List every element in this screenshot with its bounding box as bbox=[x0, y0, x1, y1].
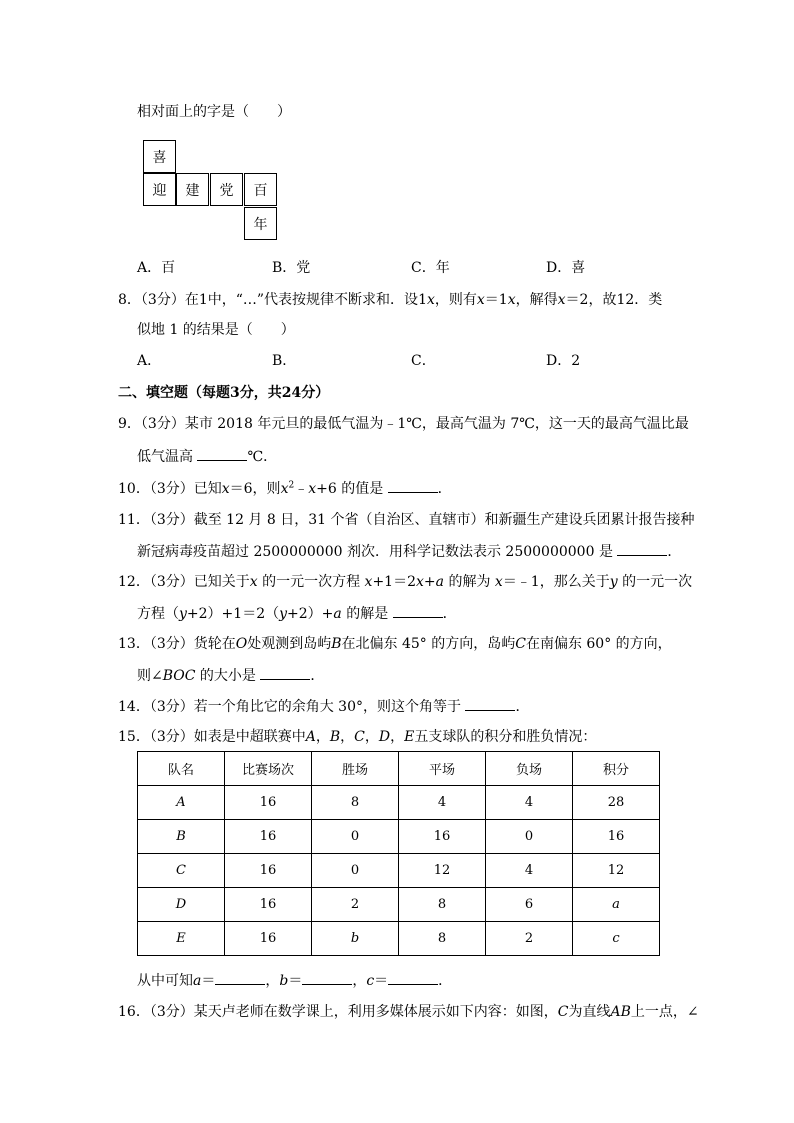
q12-var-y: y bbox=[609, 574, 618, 590]
table-header-cell: 负场 bbox=[486, 752, 573, 786]
table-cell: 4 bbox=[399, 786, 486, 820]
q12-text: 的解为 bbox=[444, 574, 495, 590]
table-cell: 16 bbox=[225, 888, 312, 922]
table-cell: 4 bbox=[486, 854, 573, 888]
q15-blank-b[interactable] bbox=[302, 970, 352, 985]
q8-text: ，解得 bbox=[515, 292, 558, 308]
q10-answer-blank[interactable] bbox=[388, 478, 438, 493]
q7-option-d[interactable]: D．喜 bbox=[546, 260, 586, 276]
net-cell-bottom: 年 bbox=[244, 207, 277, 240]
table-cell: 16 bbox=[225, 922, 312, 956]
q8-option-b[interactable]: B． bbox=[272, 353, 297, 369]
q13-text: ． bbox=[310, 668, 325, 684]
q10-text: ﹣ bbox=[294, 481, 309, 497]
q12-text: 的解是 bbox=[341, 606, 393, 622]
net-cell-row4: 百 bbox=[244, 173, 277, 206]
q8-text: 1中，“…”代表按规律不断求和．设 bbox=[198, 292, 419, 308]
table-header-cell: 平场 bbox=[399, 752, 486, 786]
table-cell: 6 bbox=[486, 888, 573, 922]
table-cell: B bbox=[138, 820, 225, 854]
q7-option-a[interactable]: A．百 bbox=[137, 260, 176, 276]
q15-comma: ， bbox=[352, 973, 367, 989]
q11-line1: 11．（3分）截至 12 月 8 日，31 个省（自治区、直辖市）和新疆生产建设兵团累计报告接种 bbox=[118, 512, 695, 528]
q14-answer-blank[interactable] bbox=[465, 696, 515, 711]
q15-var-b: b bbox=[279, 973, 289, 989]
table-header-cell: 积分 bbox=[573, 752, 660, 786]
table-row bbox=[138, 786, 660, 820]
q15-text: ． bbox=[438, 973, 453, 989]
q9-text: ℃． bbox=[247, 449, 278, 465]
q12-var-a: a bbox=[435, 574, 444, 590]
q8-var-x: x bbox=[557, 292, 566, 308]
q16-text: 16．（3分）某天卢老师在数学课上，利用多媒体展示如下内容：如图， bbox=[118, 1004, 558, 1020]
q14-line bbox=[118, 696, 529, 717]
table-cell: 4 bbox=[486, 786, 573, 820]
table-cell: E bbox=[138, 922, 225, 956]
table-cell: 0 bbox=[486, 820, 573, 854]
net-cell-top: 喜 bbox=[143, 140, 176, 173]
q16-line-ab: AB bbox=[610, 1004, 631, 1020]
table-cell: C bbox=[138, 854, 225, 888]
q11-text: 新冠病毒疫苗超过 2500000000 剂次．用科学记数法表示 2500000000 是 bbox=[137, 544, 618, 560]
q7-stem-tail: 相对面上的字是（ ） bbox=[137, 104, 291, 120]
net-cell-row3: 党 bbox=[210, 173, 243, 206]
q12-text: 的一元一次 bbox=[617, 574, 693, 590]
table-cell: 2 bbox=[486, 922, 573, 956]
q12-text: 方程（ bbox=[137, 606, 179, 622]
q15-team: E bbox=[404, 729, 415, 745]
table-cell: a bbox=[573, 888, 660, 922]
q13-point-b: B bbox=[331, 636, 342, 652]
q12-text: 12．（3分）已知关于 bbox=[118, 574, 250, 590]
q7-option-c[interactable]: C．年 bbox=[411, 260, 450, 276]
q10-text: ． bbox=[437, 481, 452, 497]
q7-option-b[interactable]: B．党 bbox=[272, 260, 311, 276]
q11-text: ． bbox=[667, 544, 682, 560]
q15-score-table bbox=[137, 751, 660, 956]
q13-line1 bbox=[118, 634, 672, 654]
q10-text: 10．（3分）已知 bbox=[118, 481, 222, 497]
q12-var-y: y bbox=[279, 606, 288, 622]
q12-line2 bbox=[137, 603, 457, 624]
q12-text: +1＝2 bbox=[372, 574, 416, 590]
table-cell: 16 bbox=[225, 854, 312, 888]
q15-sep: ， bbox=[340, 729, 355, 745]
q16-text: 上一点，∠ bbox=[630, 1004, 699, 1020]
q16-point-c: C bbox=[557, 1004, 569, 1020]
table-cell: D bbox=[138, 888, 225, 922]
q15-answer-line bbox=[137, 970, 452, 991]
net-cell-row1: 迎 bbox=[143, 173, 176, 206]
q10-var-x: x bbox=[280, 481, 289, 497]
q13-text: 在北偏东 45° 的方向，岛屿 bbox=[341, 636, 516, 652]
q9-line1: 9．（3分）某市 2018 年元旦的最低气温为﹣1℃，最高气温为 7℃，这一天的最高气温比最 bbox=[118, 416, 689, 432]
table-cell: 2 bbox=[312, 888, 399, 922]
q13-text: 则∠ bbox=[137, 668, 163, 684]
q11-answer-blank[interactable] bbox=[617, 541, 667, 556]
q8-line1 bbox=[118, 290, 662, 310]
table-cell: 8 bbox=[399, 922, 486, 956]
q12-var-x: x bbox=[249, 574, 258, 590]
q8-option-d[interactable]: D．2 bbox=[546, 353, 581, 369]
table-cell: A bbox=[138, 786, 225, 820]
q12-text: ． bbox=[442, 606, 457, 622]
q12-var-y: y bbox=[179, 606, 187, 622]
q10-exponent: 2 bbox=[288, 480, 295, 491]
table-cell: 8 bbox=[312, 786, 399, 820]
q14-text: 14．（3分）若一个角比它的余角大 30°，则这个角等于 bbox=[118, 699, 466, 715]
q8-text: 1 bbox=[418, 292, 427, 308]
q15-text: 15．（3分）如表是中超联赛中 bbox=[118, 729, 306, 745]
q15-stem bbox=[118, 727, 596, 747]
q12-line1 bbox=[118, 572, 692, 592]
q12-var-x: x bbox=[416, 574, 424, 590]
q15-sep: ， bbox=[315, 729, 330, 745]
q12-var-x: x bbox=[494, 574, 503, 590]
q10-line bbox=[118, 478, 452, 499]
table-row bbox=[138, 854, 660, 888]
table-cell: 8 bbox=[399, 888, 486, 922]
q11-line2 bbox=[137, 541, 681, 562]
table-cell: 16 bbox=[225, 820, 312, 854]
table-cell: 12 bbox=[399, 854, 486, 888]
table-cell: c bbox=[573, 922, 660, 956]
q13-angle-boc: BOC bbox=[162, 668, 196, 684]
q8-text: ＝1 bbox=[484, 292, 508, 308]
q13-text: 13．（3分）货轮在 bbox=[118, 636, 236, 652]
q12-text: + bbox=[423, 574, 436, 590]
q13-text: 在南偏东 60° 的方向， bbox=[525, 636, 672, 652]
q10-var-x: x bbox=[308, 481, 317, 497]
q15-eq: ＝ bbox=[374, 973, 389, 989]
q15-var-a: a bbox=[193, 973, 202, 989]
table-cell: 28 bbox=[573, 786, 660, 820]
q8-text: ＝2，故12．类 bbox=[565, 292, 663, 308]
q15-text: 五支球队的积分和胜负情况： bbox=[414, 729, 597, 745]
table-cell: 0 bbox=[312, 854, 399, 888]
table-cell: 16 bbox=[225, 786, 312, 820]
table-cell: b bbox=[312, 922, 399, 956]
q10-var-x: x bbox=[221, 481, 230, 497]
q15-var-c: c bbox=[366, 973, 375, 989]
table-cell: 16 bbox=[573, 820, 660, 854]
q15-team: A bbox=[305, 729, 316, 745]
net-cell-row2: 建 bbox=[176, 173, 209, 206]
q12-answer-blank[interactable] bbox=[393, 603, 443, 618]
q12-text: 的一元一次方程 bbox=[257, 574, 365, 590]
q8-text: ，则有 bbox=[434, 292, 477, 308]
q8-option-a[interactable]: A． bbox=[137, 353, 162, 369]
q13-line2 bbox=[137, 665, 324, 686]
q15-sep: ， bbox=[364, 729, 379, 745]
q9-line2 bbox=[137, 446, 277, 467]
q8-var-x: x bbox=[507, 292, 516, 308]
q8-line2: 似地 1 的结果是（ ） bbox=[137, 322, 295, 338]
q12-var-a: a bbox=[333, 606, 342, 622]
q9-text: 低气温高 bbox=[137, 449, 198, 465]
table-row bbox=[138, 888, 660, 922]
q12-text: +2）+1＝2（ bbox=[186, 606, 280, 622]
table-cell: 16 bbox=[399, 820, 486, 854]
q12-text: ＝﹣1，那么关于 bbox=[502, 574, 610, 590]
q15-text: 从中可知 bbox=[137, 973, 193, 989]
q8-var-x: x bbox=[476, 292, 485, 308]
q15-team: D bbox=[378, 729, 391, 745]
q15-team: B bbox=[329, 729, 341, 745]
q15-blank-a[interactable] bbox=[215, 970, 265, 985]
q12-text: +2）+ bbox=[287, 606, 334, 622]
q9-answer-blank[interactable] bbox=[197, 446, 247, 461]
q13-answer-blank[interactable] bbox=[260, 665, 310, 680]
q14-text: ． bbox=[515, 699, 530, 715]
table-row bbox=[138, 820, 660, 854]
q8-text: 8．（3分）在 bbox=[118, 292, 199, 308]
q15-sep: ， bbox=[390, 729, 405, 745]
q8-var-x: x bbox=[426, 292, 435, 308]
q8-option-c[interactable]: C． bbox=[411, 353, 436, 369]
q15-eq: ＝ bbox=[201, 973, 216, 989]
table-cell: 12 bbox=[573, 854, 660, 888]
table-header-cell: 队名 bbox=[138, 752, 225, 786]
q10-text: ＝6，则 bbox=[229, 481, 281, 497]
q15-blank-c[interactable] bbox=[388, 970, 438, 985]
q16-line1 bbox=[118, 1002, 699, 1022]
table-cell: 0 bbox=[312, 820, 399, 854]
table-header-cell: 比赛场次 bbox=[225, 752, 312, 786]
q15-comma: ， bbox=[265, 973, 280, 989]
q13-point-c: C bbox=[515, 636, 526, 652]
q10-text: +6 的值是 bbox=[316, 481, 388, 497]
table-row bbox=[138, 922, 660, 956]
q12-var-x: x bbox=[364, 574, 373, 590]
q15-team: C bbox=[354, 729, 365, 745]
q15-eq: ＝ bbox=[288, 973, 303, 989]
q13-text: 的大小是 bbox=[195, 668, 261, 684]
q16-text: 为直线 bbox=[568, 1004, 611, 1020]
q13-point-o: O bbox=[235, 636, 248, 652]
table-header-cell: 胜场 bbox=[312, 752, 399, 786]
q13-text: 处观测到岛屿 bbox=[247, 636, 332, 652]
section-2-title: 二、填空题（每题3分，共24分） bbox=[118, 385, 330, 401]
table-header-row bbox=[138, 752, 660, 786]
